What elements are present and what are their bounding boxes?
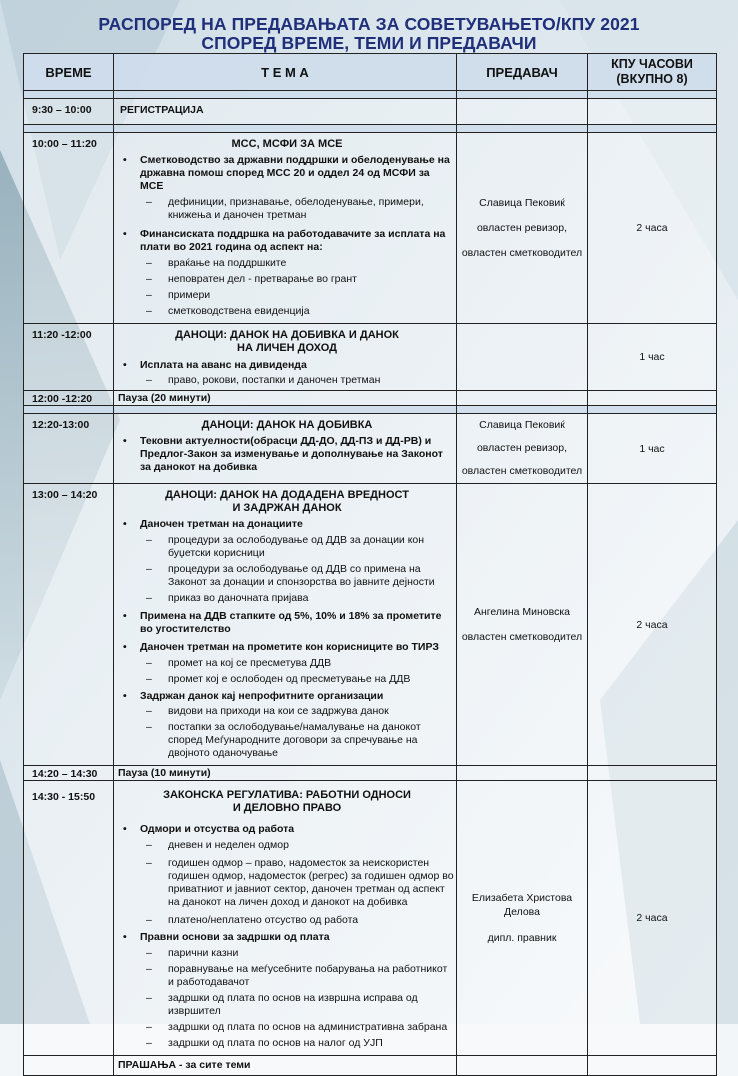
row-hours: 2 часа [588,133,717,324]
lecturer-name: Елизабета Христова [471,892,573,904]
topic-title-line2: И ЗАДРЖАН ДАНОК [232,502,342,514]
row-hours: 2 часа [588,484,717,766]
topic-title [120,489,454,515]
row-topic [114,781,457,1056]
table-header-row [24,54,717,91]
topic-subitem: – примери [120,289,454,302]
row-lecturer [457,484,588,766]
topic-subitem: – поравнување на меѓусебните побарувања на работникот и работодавачот [120,963,454,989]
row-lecturer [457,133,588,324]
topic-title-line2: НА ЛИЧЕН ДОХОД [237,342,337,354]
lecturer-title: овластен ревизор, [476,442,568,454]
lecturer-name: Ангелина Миновска [473,605,571,618]
header-hours-line2: (ВКУПНО 8) [616,72,688,86]
topic-title: ДАНОЦИ: ДАНОК НА ДОБИВКА [201,419,373,431]
row-topic [114,414,457,484]
row-topic: Пауза (20 минути) [114,391,457,406]
topic-title-line1: ЗАКОНСКА РЕГУЛАТИВА: РАБОТНИ ОДНОСИ [163,789,411,801]
row-lecturer [457,781,588,1056]
topic-subitem: – платено/неплатено отсуство од работа [120,914,454,927]
topic-subitem: – приказ во даночната пријава [120,592,454,605]
topic-bullet: • Одмори и отсуства од работа [120,823,454,836]
row-time: 12:00 -12:20 [24,391,114,406]
document-title-line1: РАСПОРЕД НА ПРЕДАВАЊАТА ЗА СОВЕТУВАЊЕТО/КПУ 2021 [98,14,640,34]
table-row [24,766,717,781]
row-time: 13:00 – 14:20 [24,484,114,766]
header-topic: Т Е М А [114,54,457,91]
row-hours: 2 часа [588,781,717,1056]
row-lecturer [457,414,588,484]
topic-subitem: – процедури за ослободување од ДДВ со примена на Законот за донации и спонзорства во јавните дејности [120,563,454,589]
topic-subitem: – дневен и неделен одмор [120,839,454,852]
row-topic: РЕГИСТРАЦИЈА [114,99,457,125]
topic-subitem: – право, рокови, постапки и даночен третман [120,374,454,387]
lecturer-title: дипл. правник [487,932,557,944]
table-row [24,1056,717,1076]
separator-row [24,91,717,99]
lecturer-title: овластен ревизор, [476,221,568,234]
row-topic: Пауза (10 минути) [114,766,457,781]
lecturer-title: овластен сметководител [461,465,583,477]
table-row [24,414,717,484]
topic-subitem: – видови на приходи на кои се задржува данок [120,705,454,718]
topic-subitem: – парични казни [120,947,454,960]
topic-bullet: • Задржан данок кај непрофитните организации [120,690,454,703]
topic-subitem: – промет на кој се пресметува ДДВ [120,657,454,670]
header-lecturer: ПРЕДАВАЧ [457,54,588,91]
separator-row [24,406,717,414]
topic-bullet: • Финансиската поддршка на работодавачите за исплата на плати во 2021 година од аспект на: [120,228,454,254]
topic-subitem: – годишен одмор – право, надоместок за неискористен годишен одмор, надоместок (регрес) за годишен одмор во приватниот и јавниот сектор, даночен третман од аспект на данокот на личен доход и данокот на добивка [120,857,454,909]
topic-subitem: – промет кој е ослободен од пресметување на ДДВ [120,673,454,686]
topic-subitem: – задршки од плата по основ на налог од УЈП [120,1037,454,1050]
table-row [24,391,717,406]
topic-bullet: • Исплата на аванс на дивиденда [120,359,454,372]
topic-bullet: • Правни основи за задршки од плата [120,931,454,944]
lecturer-title: овластен сметководител [461,246,583,259]
document-title-line2: СПОРЕД ВРЕМЕ, ТЕМИ И ПРЕДАВАЧИ [201,33,537,53]
topic-title: МСС, МСФИ ЗА МСЕ [231,138,343,150]
topic-subitem: – задршки од плата по основ на извршна исправа од извршител [120,992,454,1018]
row-time: 10:00 – 11:20 [24,133,114,324]
topic-subitem: – процедури за ослободување од ДДВ за донации кон буџетски корисници [120,534,454,560]
lecturer-name: Славица Пековиќ [479,196,565,209]
header-hours [588,54,717,91]
topic-bullet: • Примена на ДДВ стапките од 5%, 10% и 18% за прометите во угостителство [120,610,454,636]
topic-title [120,789,454,815]
row-topic [114,324,457,391]
row-topic [114,133,457,324]
schedule-table [23,53,717,1076]
row-topic: ПРАШАЊА - за сите теми [114,1056,457,1076]
topic-subitem: – неповратен дел - претварање во грант [120,273,454,286]
row-time: 14:30 - 15:50 [24,781,114,1056]
row-hours: 1 час [588,414,717,484]
row-time: 11:20 -12:00 [24,324,114,391]
row-time: 9:30 – 10:00 [24,99,114,125]
row-time: 14:20 – 14:30 [24,766,114,781]
table-row [24,324,717,391]
row-time: 12:20-13:00 [24,414,114,484]
header-time: ВРЕМЕ [24,54,114,91]
topic-subitem: – дефиниции, признавање, обелоденување, примери, книжења и даночен третман [120,196,454,222]
lecturer-name: Делова [504,906,540,918]
topic-title-line1: ДАНОЦИ: ДАНОК НА ДОБИВКА И ДАНОК [175,329,399,341]
table-row [24,99,717,125]
topic-bullet: • Даночен третман на прометите кон корисниците во ТИРЗ [120,641,454,654]
topic-bullet: • Тековни актуелности(обрасци ДД-ДО, ДД-ПЗ и ДД-РВ) и Предлог-Закон за изменување и дополнување на Законот за данокот на добивка [120,435,454,474]
table-row [24,484,717,766]
topic-subitem: – враќање на поддршките [120,257,454,270]
row-topic [114,484,457,766]
topic-subitem: – постапки за ослободување/намалување на данокот според Меѓународните договори за спречување на двојното оданочување [120,721,454,760]
table-row [24,133,717,324]
topic-subitem: – сметководствена евиденција [120,305,454,318]
lecturer-title: овластен сметководител [461,630,583,643]
topic-subitem: – задршки од плата по основ на административна забрана [120,1021,454,1034]
topic-title-line1: ДАНОЦИ: ДАНОК НА ДОДАДЕНА ВРЕДНОСТ [165,489,409,501]
topic-bullet: • Сметководство за државни поддршки и обелоденување на државна помош според МСС 20 и оддел 24 од МСФИ за МСЕ [120,154,454,193]
row-hours: 1 час [588,324,717,391]
row-time [24,1056,114,1076]
topic-title-line2: И ДЕЛОВНО ПРАВО [232,802,342,814]
topic-bullet: • Даночен третман на донациите [120,518,454,531]
separator-row [24,125,717,133]
topic-title [120,329,454,355]
header-hours-line1: КПУ ЧАСОВИ [611,57,693,71]
table-row [24,781,717,1056]
lecturer-name: Славица Пековиќ [479,419,565,431]
